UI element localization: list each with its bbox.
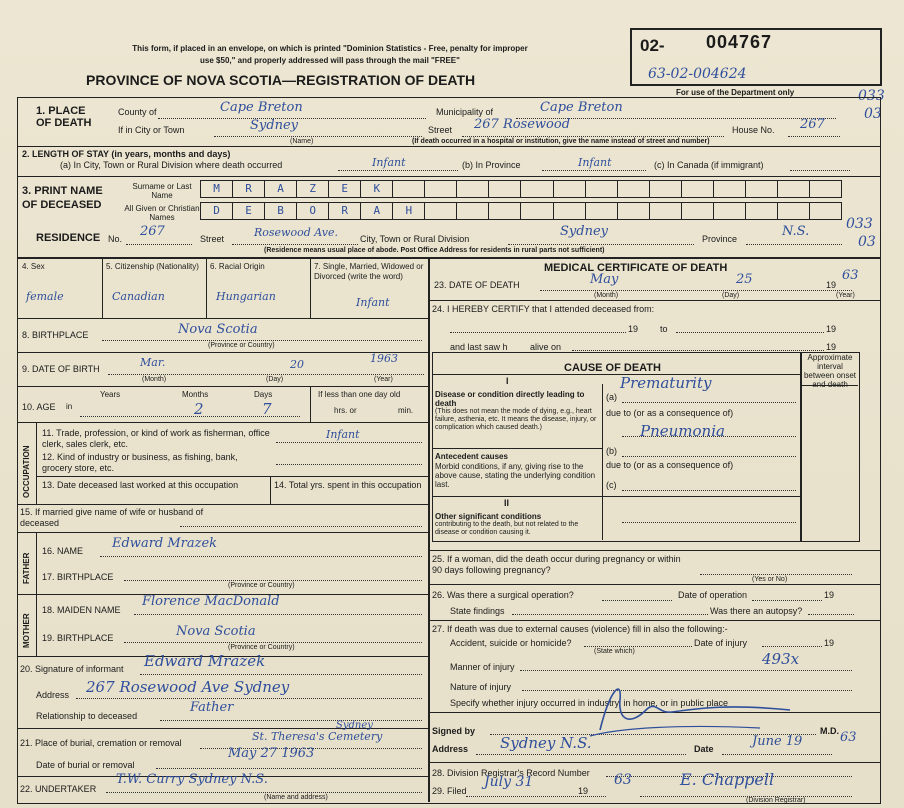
given-letter — [457, 203, 489, 219]
registration-prefix: 02- — [640, 36, 665, 55]
state-findings-line — [512, 614, 708, 615]
alive-on-line — [572, 350, 824, 351]
surname-boxes — [200, 180, 842, 198]
other-conditions-note: contributing to the death, but not related to the disease or condition causing it. — [435, 521, 579, 536]
age-in-label: in — [66, 402, 73, 411]
row-divider — [17, 422, 428, 423]
death-year-value: 63 — [842, 268, 859, 283]
father-birthplace-line — [124, 580, 422, 581]
residence-province-label: Province — [702, 234, 738, 244]
occupation-side-label: OCCUPATION — [22, 445, 31, 498]
md-label: M.D. — [820, 726, 839, 736]
margin-code-residence-2: 03 — [858, 234, 876, 250]
surname-letter — [618, 181, 650, 197]
stay-city-value: Infant — [372, 156, 406, 169]
given-letter — [586, 203, 618, 219]
dob-month-value: Mar. — [140, 356, 166, 369]
due-to-label-1: due to (or as a consequence of) — [606, 408, 734, 418]
cell-divider — [270, 476, 271, 504]
cause-column-divider — [602, 384, 603, 540]
burial-place-label: 21. Place of burial, cremation or removal — [20, 738, 182, 748]
surname-letter: Z — [297, 181, 329, 197]
undertaker-line — [106, 792, 422, 793]
medical-certificate-title: MEDICAL CERTIFICATE OF DEATH — [544, 262, 728, 274]
surname-letter: A — [265, 181, 297, 197]
occupation-industry-label: 12. Kind of industry or business, as fishing, bank, grocery store, etc. — [42, 452, 238, 473]
dob-year-value: 1963 — [370, 352, 398, 365]
dob-day-value: 20 — [290, 358, 304, 371]
sex-value: female — [26, 290, 64, 303]
death-year-prefix: 19 — [826, 280, 837, 290]
state-which-caption: (State which) — [594, 648, 635, 655]
stay-city-label: (a) In City, Town or Rural Division where death occurred — [60, 160, 283, 170]
father-name-value: Edward Mrazek — [112, 536, 218, 551]
sex-label: 4. Sex — [22, 262, 45, 271]
manner-of-injury-label: Manner of injury — [450, 662, 515, 672]
autopsy-line — [808, 614, 854, 615]
registrar-caption: (Division Registrar) — [746, 797, 806, 804]
age-days-value: 7 — [262, 400, 272, 418]
occupation-trade-label: 11. Trade, profession, or kind of work as fisherman, office clerk, sales clerk, etc. — [42, 428, 270, 449]
given-letter: B — [265, 203, 297, 219]
father-name-line — [100, 556, 422, 557]
date-of-death-label: 23. DATE OF DEATH — [434, 280, 520, 290]
residence-city-line — [508, 244, 694, 245]
father-side-label: FATHER — [22, 552, 31, 584]
death-year-caption: (Year) — [836, 292, 855, 299]
citizenship-label: 5. Citizenship (Nationality) — [106, 262, 199, 271]
given-letter — [682, 203, 714, 219]
external-causes-label: 27. If death was due to external causes (violence) fill in also the following:- — [432, 624, 728, 634]
pregnancy-question: 25. If a woman, did the death occur during pregnancy or within 90 days following pregnancy? — [432, 554, 681, 575]
surname-label: Surname or Last Name — [132, 182, 192, 200]
stay-province-line — [542, 170, 646, 171]
given-letter — [425, 203, 457, 219]
filed-year-prefix: 19 — [578, 786, 589, 796]
burial-date-value: May 27 1963 — [228, 746, 315, 761]
place-of-death-text: 1. PLACE OF DEATH — [36, 105, 92, 129]
surname-letter — [489, 181, 521, 197]
age-months-label: Months — [182, 390, 209, 399]
relationship-line — [160, 720, 422, 721]
residence-city-label: City, Town or Rural Division — [360, 234, 470, 244]
birthplace-label: 8. BIRTHPLACE — [22, 330, 89, 340]
given-letter — [554, 203, 586, 219]
surname-letter — [554, 181, 586, 197]
surname-letter — [457, 181, 489, 197]
undertaker-value: T.W. Curry Sydney N.S. — [116, 772, 268, 787]
burial-date-line — [156, 768, 422, 769]
surname-letter — [778, 181, 810, 197]
father-birthplace-label: 17. BIRTHPLACE — [42, 572, 114, 582]
residence-province-value: N.S. — [782, 224, 810, 239]
signer-address-line — [476, 754, 686, 755]
house-number-label: House No. — [732, 125, 775, 135]
relationship-value: Father — [190, 700, 234, 715]
cause-c-line — [622, 490, 796, 491]
record-number-label: 28. Division Registrar's Record Number — [432, 768, 590, 778]
signed-date-label: Date — [694, 744, 714, 754]
father-birthplace-caption: (Province or Country) — [228, 582, 295, 589]
given-letter: R — [329, 203, 361, 219]
mother-maiden-label: 18. MAIDEN NAME — [42, 605, 121, 615]
disease-label: Disease or condition directly leading to death — [435, 390, 585, 408]
municipality-value: Cape Breton — [540, 100, 623, 115]
mother-birthplace-line — [124, 642, 422, 643]
row-divider — [17, 386, 428, 387]
form-title: PROVINCE OF NOVA SCOTIA—REGISTRATION OF DEATH — [86, 72, 476, 88]
city-line — [214, 136, 422, 137]
spouse-line — [180, 526, 422, 527]
hospital-note: (If death occurred in a hospital or institution, give the name instead of street and number) — [412, 138, 710, 145]
informant-address-value: 267 Rosewood Ave Sydney — [86, 678, 290, 696]
mother-birthplace-label: 19. BIRTHPLACE — [42, 633, 114, 643]
approximate-interval-label: Approximate interval between onset and death — [803, 353, 857, 389]
mother-maiden-value: Florence MacDonald — [142, 594, 280, 609]
street-label: Street — [428, 125, 453, 135]
injury-19: 19 — [824, 638, 835, 648]
marital-status-value: Infant — [356, 296, 390, 309]
side-divider — [36, 422, 37, 504]
length-of-stay-label: 2. LENGTH OF STAY (in years, months and days) — [22, 149, 231, 159]
mother-birthplace-value: Nova Scotia — [176, 624, 256, 639]
spouse-label: 15. If married give name of wife or husband of deceased — [20, 507, 204, 528]
row-divider — [428, 620, 880, 621]
municipality-label: Municipality of — [436, 107, 494, 117]
residence-street-line — [232, 244, 358, 245]
signed-date-line — [722, 754, 832, 755]
yes-no-caption: (Yes or No) — [752, 576, 788, 583]
cell-divider — [206, 258, 207, 318]
surname-letter — [425, 181, 457, 197]
stay-province-value: Infant — [578, 156, 612, 169]
signed-by-label: Signed by — [432, 726, 476, 736]
side-divider — [36, 594, 37, 656]
residence-note: (Residence means usual place of abode. Post Office Address for residents in rural parts not sufficient) — [264, 247, 605, 254]
cause-row-divider — [432, 448, 602, 449]
signer-address-value: Sydney N.S. — [500, 734, 592, 752]
burial-place-top: Sydney — [336, 720, 373, 731]
residence-street-value: Rosewood Ave. — [254, 226, 338, 239]
row-divider — [17, 532, 428, 533]
stay-canada-line — [790, 170, 850, 171]
city-label: If in City or Town — [118, 125, 185, 135]
handwritten-registration-number: 63-02-004624 — [648, 66, 747, 82]
cause-title-line — [432, 374, 800, 375]
row-divider — [17, 176, 881, 177]
informant-address-label: Address — [36, 690, 70, 700]
section-ii-label: II — [504, 498, 510, 508]
row-divider — [428, 584, 880, 585]
burial-place-value: St. Theresa's Cemetery — [252, 730, 383, 743]
county-value: Cape Breton — [220, 100, 303, 115]
due-to-label-2: due to (or as a consequence of) — [606, 460, 734, 470]
row-divider — [428, 300, 880, 301]
antecedent-note: Morbid conditions, if any, giving rise to the above cause, stating the underlying condition last. — [435, 462, 596, 489]
age-lessday-label: If less than one day old — [318, 390, 401, 399]
total-years-label: 14. Total yrs. spent in this occupation — [274, 480, 422, 490]
cause-a-label: (a) — [606, 392, 617, 402]
surname-letter — [746, 181, 778, 197]
date-of-operation-line — [752, 600, 822, 601]
given-letter: E — [233, 203, 265, 219]
given-letter — [778, 203, 810, 219]
row-divider — [17, 146, 881, 147]
attended-to-19: 19 — [826, 324, 837, 334]
antecedent-label: Antecedent causes — [435, 452, 508, 461]
street-value: 267 Rosewood — [474, 117, 571, 132]
dob-day-caption: (Day) — [266, 376, 284, 383]
cause-b-label: (b) — [606, 446, 617, 456]
informant-signature-label: 20. Signature of informant — [20, 664, 124, 674]
city-value: Sydney — [250, 118, 298, 133]
date-of-operation-label: Date of operation — [678, 590, 748, 600]
racial-origin-label: 6. Racial Origin — [210, 262, 265, 271]
nature-of-injury-label: Nature of injury — [450, 682, 512, 692]
surname-letter — [810, 181, 841, 197]
row-divider — [428, 762, 880, 763]
informant-address-line — [76, 698, 422, 699]
birthplace-line — [102, 340, 422, 341]
certify-label: 24. I HEREBY CERTIFY that I attended deceased from: — [432, 304, 655, 314]
residence-label: RESIDENCE — [36, 232, 101, 244]
last-saw-label: and last saw h — [450, 342, 508, 352]
occupation-trade-value: Infant — [326, 428, 360, 441]
surname-letter — [714, 181, 746, 197]
surname-letter — [682, 181, 714, 197]
attended-from-line — [450, 332, 626, 333]
death-day-value: 25 — [736, 272, 753, 287]
last-worked-label: 13. Date deceased last worked at this occupation — [42, 480, 239, 490]
residence-no-label: No. — [108, 234, 123, 244]
surname-letter: E — [329, 181, 361, 197]
mother-birthplace-caption: (Province or Country) — [228, 644, 295, 651]
filed-year-value: 63 — [614, 772, 632, 788]
row-divider — [428, 550, 880, 551]
margin-code-residence: 033 — [846, 216, 873, 232]
cell-divider — [310, 258, 311, 318]
department-use-note: For use of the Department only — [676, 88, 795, 97]
place-of-death-label — [36, 105, 96, 129]
surgical-operation-line — [602, 600, 672, 601]
residence-no-line — [126, 244, 192, 245]
city-name-caption: (Name) — [290, 138, 314, 145]
surname-letter — [650, 181, 682, 197]
attended-to-line — [676, 332, 824, 333]
surname-letter: R — [233, 181, 265, 197]
margin-code-top-2: 03 — [864, 106, 882, 122]
given-letter — [618, 203, 650, 219]
cause-a2-value: Pneumonia — [640, 422, 725, 440]
state-findings-label: State findings — [450, 606, 505, 616]
alive-on-19: 19 — [826, 342, 837, 352]
date-of-birth-label: 9. DATE OF BIRTH — [22, 364, 100, 374]
row-divider — [36, 476, 428, 477]
dob-year-caption: (Year) — [374, 376, 393, 383]
filed-label: 29. Filed — [432, 786, 467, 796]
cause-b-line — [622, 456, 796, 457]
stay-province-label: (b) In Province — [462, 160, 521, 170]
given-letter — [489, 203, 521, 219]
signed-year-value: 63 — [840, 730, 857, 745]
filed-date-value: July 31 — [484, 774, 534, 790]
surname-letter: M — [201, 181, 233, 197]
pregnancy-answer-line — [700, 574, 852, 575]
given-letter: H — [393, 203, 425, 219]
father-name-label: 16. NAME — [42, 546, 84, 556]
given-letter: D — [201, 203, 233, 219]
mother-side-label: MOTHER — [22, 613, 31, 648]
print-name-label: 3. PRINT NAME OF DECEASED — [22, 185, 103, 211]
undertaker-caption: (Name and address) — [264, 794, 328, 801]
given-letter — [650, 203, 682, 219]
cause-row-divider — [432, 496, 800, 497]
death-month-caption: (Month) — [594, 292, 619, 299]
row-divider — [17, 504, 428, 505]
age-months-value: 2 — [194, 400, 204, 418]
age-years-label: Years — [100, 390, 121, 399]
other-conditions-label: Other significant conditions — [435, 512, 542, 521]
section-divider — [17, 257, 881, 259]
residence-city-value: Sydney — [560, 224, 608, 239]
given-letter: O — [297, 203, 329, 219]
surname-letter — [586, 181, 618, 197]
disease-note: (This does not mean the mode of dying, e.g., heart failure, asthenia, etc. It means the disease, injury, or complication which caused death.) — [435, 408, 597, 431]
cell-divider — [102, 258, 103, 318]
dob-month-caption: (Month) — [142, 376, 167, 383]
interval-header-line — [800, 385, 858, 386]
date-of-injury-line — [762, 646, 822, 647]
given-names-label: All Given or Christian Names — [124, 204, 200, 222]
birthplace-caption: (Province or Country) — [208, 342, 275, 349]
birthplace-value: Nova Scotia — [178, 322, 258, 337]
age-label: 10. AGE — [22, 402, 56, 412]
attended-to-label: to — [660, 324, 668, 334]
house-number-value: 267 — [800, 117, 825, 132]
residence-province-line — [746, 244, 842, 245]
death-day-caption: (Day) — [722, 292, 740, 299]
signer-address-label: Address — [432, 744, 469, 754]
alive-on-label: alive on — [530, 342, 562, 352]
side-divider — [36, 532, 37, 594]
occupation-trade-line — [276, 442, 422, 443]
row-divider — [17, 318, 428, 319]
age-days-label: Days — [254, 390, 273, 399]
registration-number: 004767 — [706, 32, 773, 52]
given-letter — [810, 203, 841, 219]
cell-divider — [310, 386, 311, 422]
accident-line — [584, 646, 692, 647]
relationship-label: Relationship to deceased — [36, 711, 138, 721]
dob-line — [108, 374, 424, 375]
cause-a-value: Prematurity — [620, 374, 712, 392]
age-line — [80, 416, 300, 417]
occupation-industry-line — [276, 464, 422, 465]
injury-location-label: Specify whether injury occurred in industry, in home, or in public place — [450, 698, 728, 708]
citizenship-value: Canadian — [112, 290, 165, 303]
section-i-label: I — [506, 376, 509, 386]
row-divider — [17, 352, 428, 353]
given-name-boxes — [200, 202, 842, 220]
mail-notice-line2: use $50," and properly addressed will pass through the mail "FREE" — [200, 56, 460, 65]
surname-letter: K — [361, 181, 393, 197]
margin-code-top: 033 — [858, 88, 885, 104]
registrar-signature: E. Chappell — [680, 770, 775, 789]
cause-of-death-title: CAUSE OF DEATH — [564, 362, 661, 374]
marital-status-label: 7. Single, Married, Widowed or Divorced (write the word) — [314, 262, 424, 281]
street-line — [462, 136, 724, 137]
surname-letter — [521, 181, 553, 197]
column-divider — [428, 258, 430, 802]
other-conditions-line — [622, 522, 796, 523]
date-of-death-line — [540, 290, 852, 291]
surgical-operation-label: 26. Was there a surgical operation? — [432, 590, 574, 600]
signed-date-value: June 19 — [752, 734, 803, 749]
given-letter — [714, 203, 746, 219]
given-letter — [521, 203, 553, 219]
date-of-injury-label: Date of injury — [694, 638, 748, 648]
age-min-label: min. — [398, 406, 414, 415]
autopsy-label: Was there an autopsy? — [710, 606, 803, 616]
cause-c-label: (c) — [606, 480, 617, 490]
manner-code-value: 493x — [762, 650, 800, 668]
residence-no-value: 267 — [140, 224, 165, 239]
death-month-value: May — [590, 272, 619, 287]
racial-origin-value: Hungarian — [216, 290, 276, 303]
mother-maiden-line — [134, 614, 422, 615]
informant-signature-value: Edward Mrazek — [144, 652, 266, 670]
attended-from-19: 19 — [628, 324, 639, 334]
given-letter — [746, 203, 778, 219]
house-number-line — [788, 136, 840, 137]
undertaker-label: 22. UNDERTAKER — [20, 784, 97, 794]
burial-date-label: Date of burial or removal — [36, 760, 135, 770]
operation-19: 19 — [824, 590, 835, 600]
stay-city-line — [338, 170, 458, 171]
surname-letter — [393, 181, 425, 197]
accident-label: Accident, suicide or homicide? — [450, 638, 572, 648]
filed-date-line — [466, 796, 606, 797]
stay-canada-label: (c) In Canada (if immigrant) — [654, 160, 764, 170]
county-label: County of — [118, 107, 157, 117]
mail-notice-line1: This form, if placed in an envelope, on which is printed "Dominion Statistics - Free, penalty for improper — [132, 44, 528, 53]
cause-a-line — [622, 402, 796, 403]
age-hrs-label: hrs. or — [334, 406, 357, 415]
residence-street-label: Street — [200, 234, 225, 244]
informant-signature-line — [140, 674, 422, 675]
given-letter: A — [361, 203, 393, 219]
